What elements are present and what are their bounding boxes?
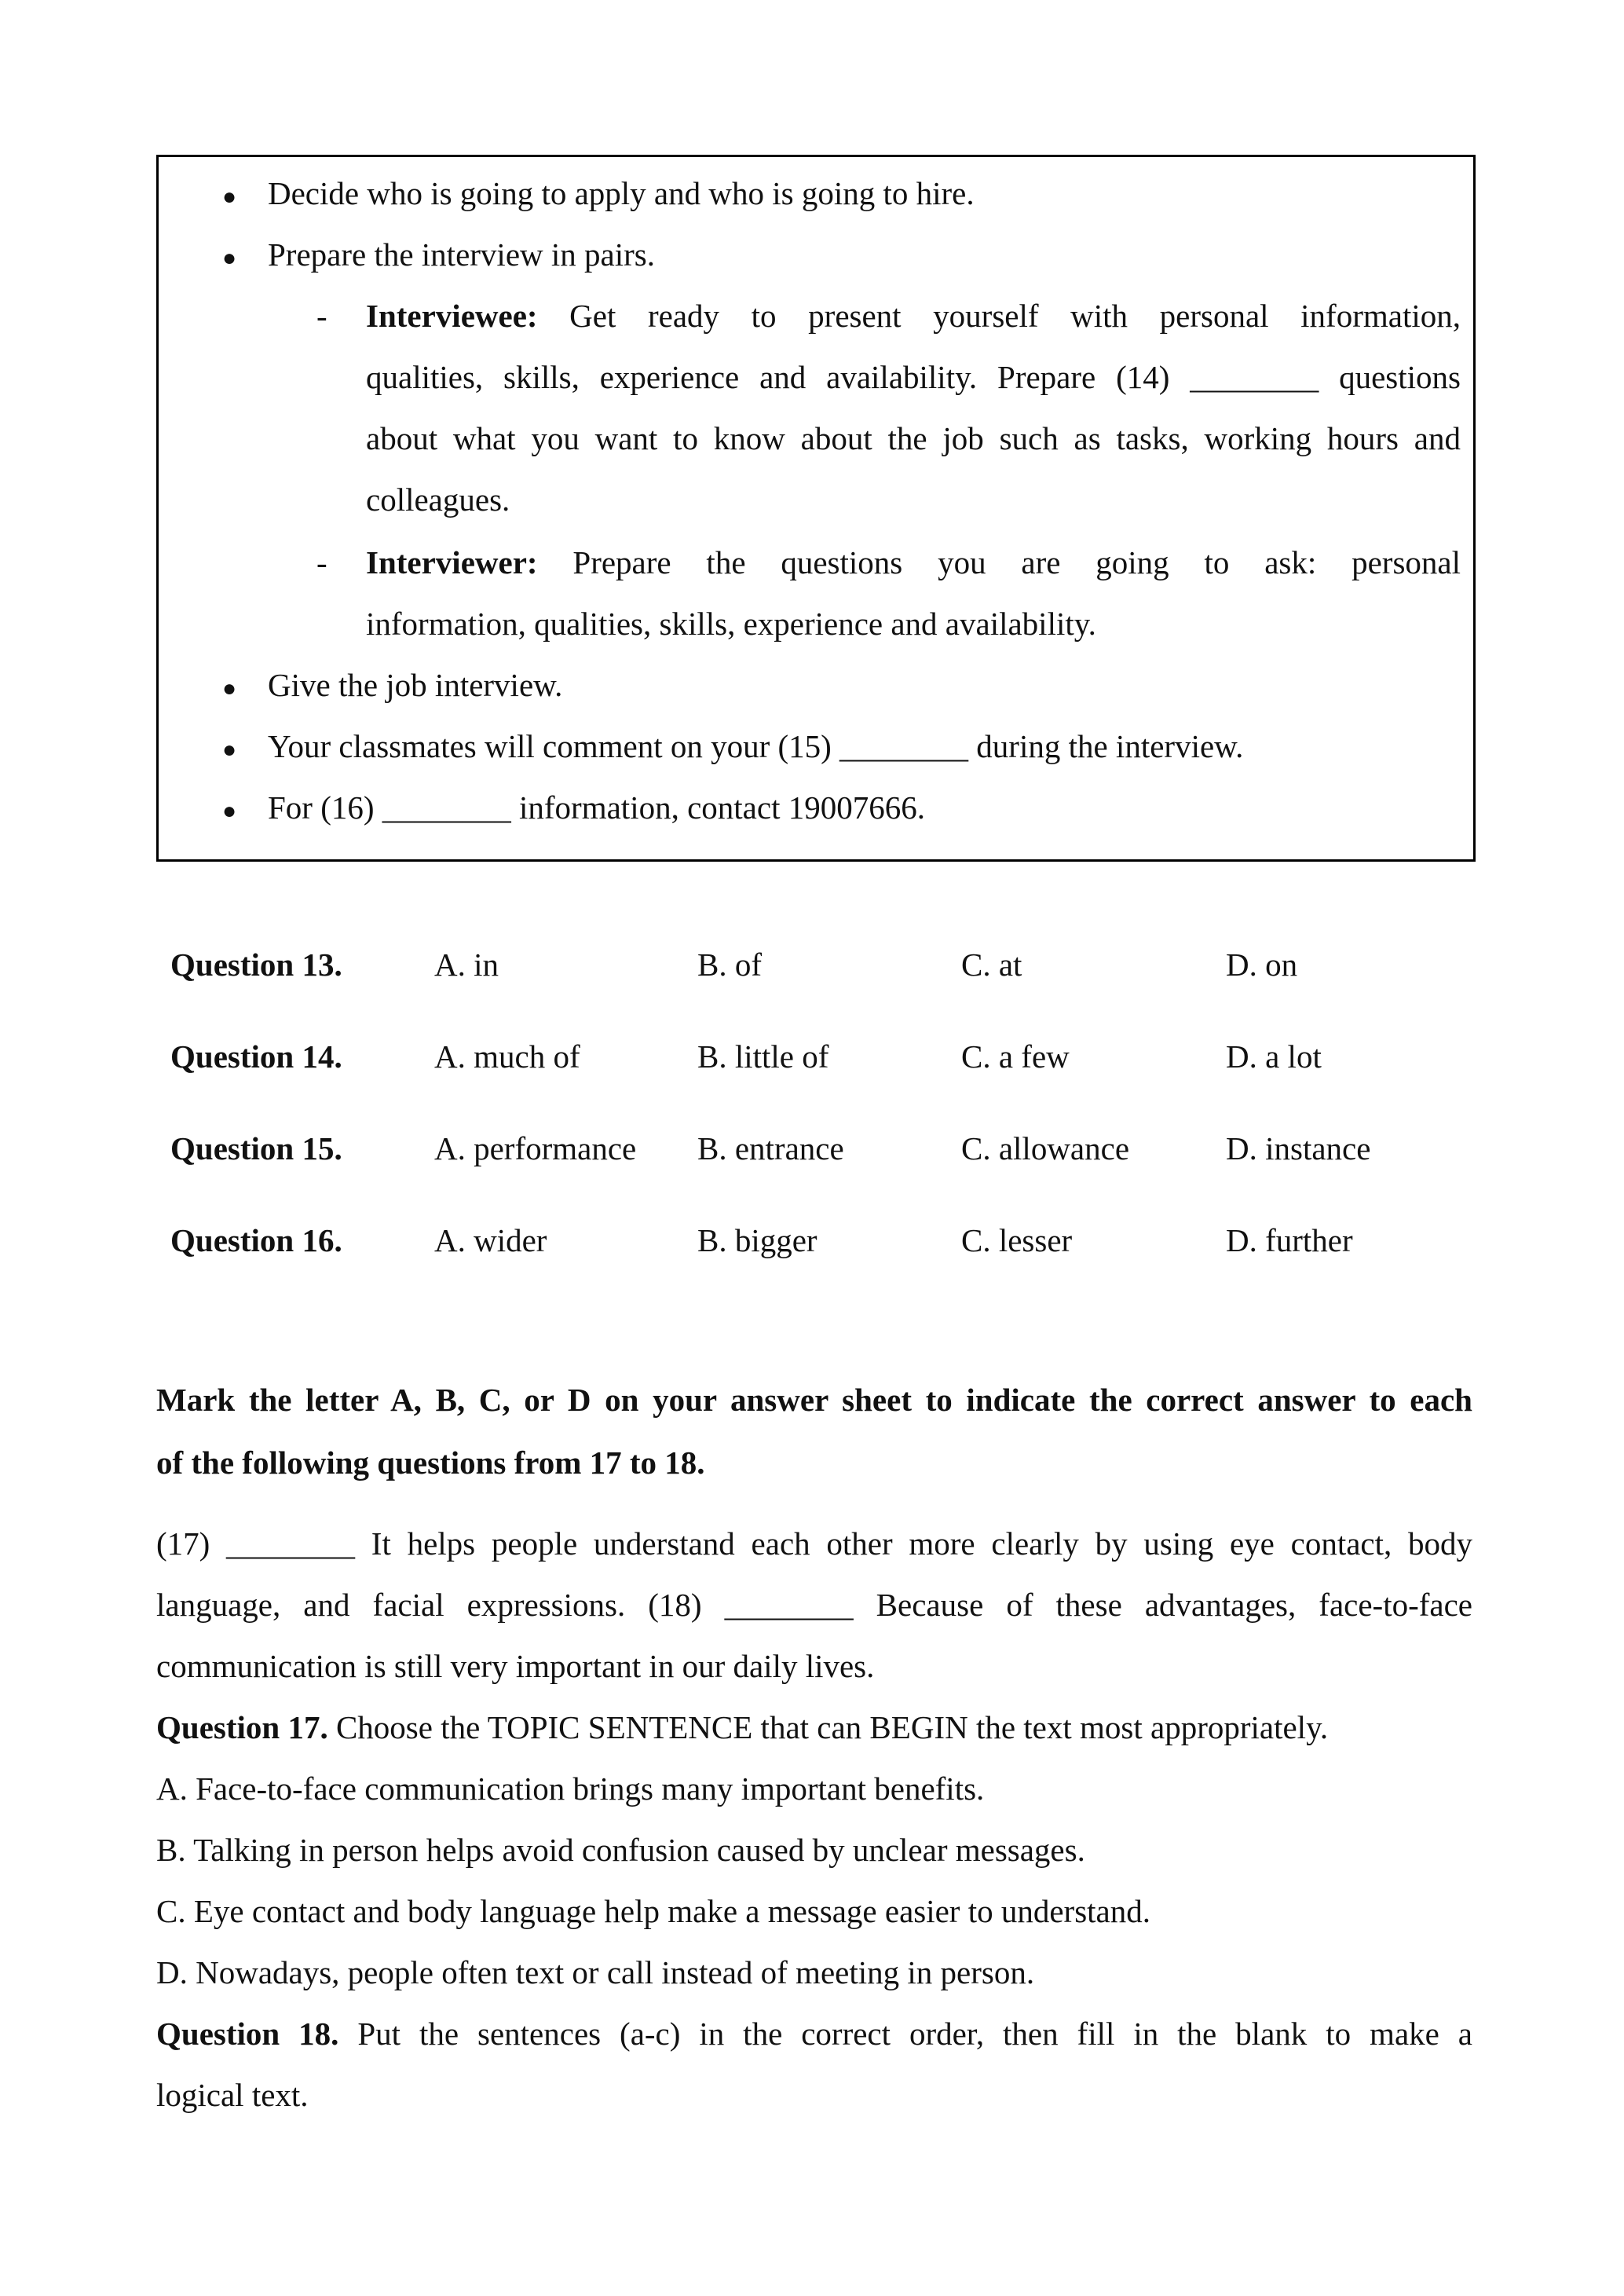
bullet-icon: ● — [222, 676, 237, 701]
interviewee-line-1 — [366, 300, 1461, 332]
bullet-text: Give the job interview. — [268, 667, 563, 703]
option-b: B. little of — [697, 1038, 829, 1075]
bullet-icon: ● — [222, 798, 237, 824]
bullet-icon: ● — [222, 184, 237, 210]
interviewer-line-2: information, qualities, skills, experience and availability. — [366, 606, 1096, 642]
interviewee-line-3: about what you want to know about the job such as tasks, working hours and — [366, 420, 1461, 456]
interviewer-text: Prepare the questions you are going to ask: personal — [537, 544, 1461, 580]
option-d: D. further — [1226, 1222, 1353, 1258]
option-b: B. entrance — [697, 1130, 844, 1166]
question-label: Question 16. — [170, 1222, 342, 1258]
dash-marker: - — [316, 544, 327, 580]
option-d: D. Nowadays, people often text or call instead of meeting in person. — [156, 1954, 1035, 1990]
interviewee-line-2: qualities, skills, experience and availability. Prepare (14) ________ questions — [366, 359, 1461, 395]
option-b: B. of — [697, 947, 762, 983]
option-a: A. Face-to-face communication brings many important benefits. — [156, 1771, 985, 1807]
question-17-prompt — [156, 1709, 1329, 1745]
bullet-text: Your classmates will comment on your (15) ________ during the interview. — [268, 728, 1244, 764]
option-c: C. lesser — [961, 1222, 1073, 1258]
instruction-line-1: Mark the letter A, B, C, or D on your answer sheet to indicate the correct answer to each — [156, 1382, 1472, 1418]
option-c: C. allowance — [961, 1130, 1130, 1166]
interviewee-label: Interviewee: — [366, 298, 538, 334]
interviewer-label: Interviewer: — [366, 544, 538, 580]
question-17-label: Question 17. — [156, 1709, 328, 1745]
option-d: D. on — [1226, 947, 1298, 983]
passage-line-3: communication is still very important in our daily lives. — [156, 1648, 875, 1684]
question-label: Question 13. — [170, 947, 342, 983]
option-c: C. Eye contact and body language help make a message easier to understand. — [156, 1893, 1150, 1929]
question-18-text: Put the sentences (a-c) in the correct order, then fill in the blank to make a — [338, 2016, 1472, 2052]
question-17-text: Choose the TOPIC SENTENCE that can BEGIN the text most appropriately. — [327, 1709, 1329, 1745]
interviewer-line-1 — [366, 544, 1461, 580]
bullet-icon: ● — [222, 737, 237, 763]
option-a: A. in — [434, 947, 499, 983]
question-18-line-1 — [156, 2018, 1472, 2050]
bullet-icon: ● — [222, 245, 237, 271]
interviewee-text: Get ready to present yourself with personal information, — [537, 298, 1461, 334]
question-label: Question 15. — [170, 1130, 342, 1166]
passage-line-2: language, and facial expressions. (18) ________ Because of these advantages, face-to-face — [156, 1587, 1472, 1623]
question-18-line-2: logical text. — [156, 2077, 309, 2113]
interviewee-line-4: colleagues. — [366, 482, 510, 518]
option-c: C. a few — [961, 1038, 1070, 1075]
passage-line-1: (17) ________ It helps people understand each other more clearly by using eye contact, body — [156, 1525, 1472, 1562]
dash-marker: - — [316, 298, 327, 334]
option-d: D. a lot — [1226, 1038, 1322, 1075]
option-d: D. instance — [1226, 1130, 1371, 1166]
instruction-line-2: of the following questions from 17 to 18. — [156, 1445, 705, 1481]
option-a: A. performance — [434, 1130, 637, 1166]
option-a: A. wider — [434, 1222, 547, 1258]
bullet-text: For (16) ________ information, contact 19007666. — [268, 789, 925, 826]
option-a: A. much of — [434, 1038, 580, 1075]
option-b: B. bigger — [697, 1222, 817, 1258]
option-c: C. at — [961, 947, 1022, 983]
option-b: B. Talking in person helps avoid confusion caused by unclear messages. — [156, 1832, 1085, 1868]
question-18-label: Question 18. — [156, 2016, 339, 2052]
bullet-text: Prepare the interview in pairs. — [268, 236, 655, 273]
bullet-text: Decide who is going to apply and who is going to hire. — [268, 175, 975, 211]
question-label: Question 14. — [170, 1038, 342, 1075]
